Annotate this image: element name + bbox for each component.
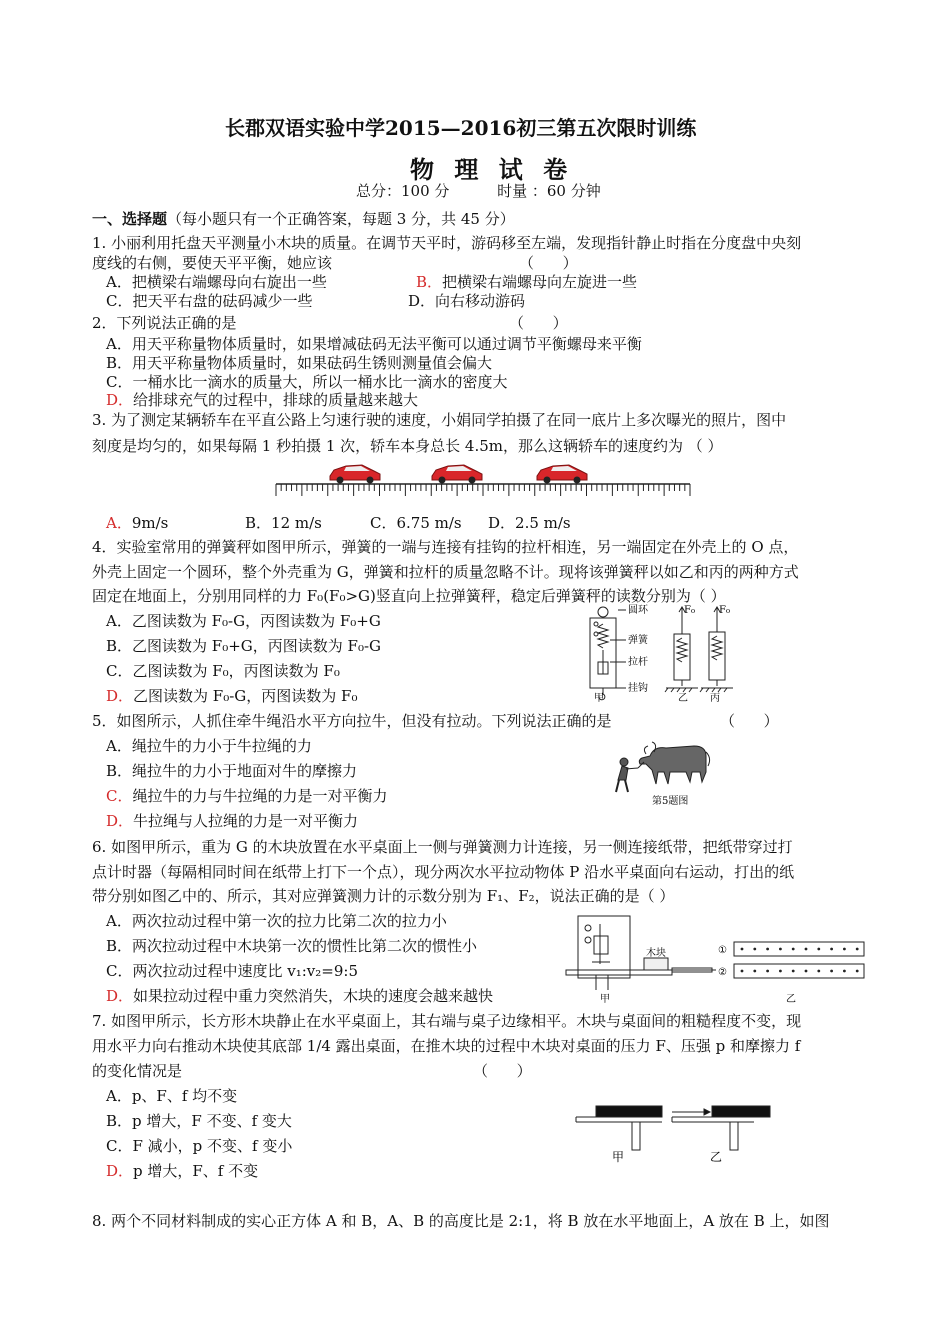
q4-option-d (106, 685, 357, 708)
q6-option-a: A．两次拉动过程中第一次的拉力比第二次的拉力小 (106, 912, 447, 930)
q5-paren: （ ） (720, 712, 779, 730)
q3-line1: 3. 为了测定某辆轿车在平直公路上匀速行驶的速度，小娟同学拍摄了在同一底片上多次曝光的照片，图中 (92, 411, 787, 429)
label-bing: 丙 (710, 693, 720, 704)
q7-option-b: B．p 增大，F 不变、f 变大 (106, 1112, 292, 1130)
q5-ox-figure (612, 738, 712, 810)
exam-meta: 总分：100 分 时量 ：60 分钟 (356, 182, 601, 200)
label-spring: 弹簧 (628, 635, 648, 646)
q2-option-a: A．用天平称量物体质量时，如果增减砝码无法平衡可以通过调节平衡螺母来平衡 (106, 335, 642, 353)
car-icon-2 (432, 465, 482, 484)
q2-option-c: C．一桶水比一滴水的质量大，所以一桶水比一滴水的密度大 (106, 373, 508, 391)
tape-dot-1 (830, 948, 833, 951)
q7-option-a: A．p、F、f 均不变 (106, 1087, 238, 1105)
q5-option-c-letter: C． (106, 787, 133, 805)
exam-title: 长郡双语实验中学2015—2016初三第五次限时训练 (225, 116, 697, 140)
tape-dot-2 (766, 970, 769, 973)
q3-option-a-letter: A． (106, 514, 132, 532)
q4-spring-scale-figure (580, 604, 750, 704)
q7-option-d-letter: D． (106, 1162, 134, 1180)
label-tape-1: ① (718, 945, 727, 956)
q2-option-d-text: 给排球充气的过程中，排球的质量越来越大 (133, 391, 419, 409)
label-jia-q7: 甲 (612, 1150, 625, 1164)
q6-line3: 带分别如图乙中的、所示，其对应弹簧测力计的示数分别为 F₁、F₂，说法正确的是（ ） (92, 887, 675, 905)
q1-line2: 度线的右侧，要使天平平衡，她应该 (92, 254, 333, 272)
ruler (276, 484, 690, 496)
person-icon (616, 758, 638, 792)
label-ring: 圆环 (628, 605, 648, 616)
tape-dot-2 (741, 970, 744, 973)
q6-timer-figure (566, 914, 876, 1006)
tape-dot-1 (753, 948, 756, 951)
label-hook: 挂钩 (628, 683, 648, 694)
q6-option-b: B．两次拉动过程中木块第一次的惯性比第二次的惯性小 (106, 937, 478, 955)
q1-option-b-letter: B． (416, 273, 443, 291)
tape-dot-1 (805, 948, 808, 951)
q3-option-a-text: 9m/s (131, 514, 169, 532)
tape-dot-2 (792, 970, 795, 973)
label-tape-2: ② (718, 967, 727, 978)
ox-icon (639, 742, 709, 784)
tape-dot-2 (856, 970, 859, 973)
q4-line2: 外壳上固定一个圆环，整个外壳重为 G，弹簧和拉杆的质量忽略不计。现将该弹簧秤以如乙和丙的两种方式 (92, 563, 799, 581)
q6-option-d-text: 如果拉动过程中重力突然消失，木块的速度会越来越快 (133, 987, 494, 1005)
q5-stem: 5．如图所示，人抓住牵牛绳沿水平方向拉牛，但没有拉动。下列说法正确的是 (92, 712, 612, 730)
q6-option-d-letter: D． (106, 987, 134, 1005)
tape-dot-1 (843, 948, 846, 951)
q6-option-c: C．两次拉动过程中速度比 v₁:v₂=9:5 (106, 962, 358, 980)
label-f0-bing: F₀ (719, 605, 730, 616)
label-f0-yi: F₀ (684, 605, 695, 616)
q5-option-d (106, 810, 358, 833)
label-jia: 甲 (594, 693, 604, 704)
tape-dot-1 (856, 948, 859, 951)
q4-line1: 4．实验室常用的弹簧秤如图甲所示，弹簧的一端与连接有挂钩的拉杆相连，另一端固定在外壳上的 O 点， (92, 538, 799, 556)
q5-option-c-text: 绳拉牛的力与牛拉绳的力是一对平衡力 (132, 787, 388, 805)
label-jia-q6: 甲 (600, 994, 610, 1005)
label-rod: 拉杆 (628, 657, 648, 668)
q4-option-d-text: 乙图读数为 F₀-G，丙图读数为 F₀ (133, 687, 358, 705)
q8-line1: 8. 两个不同材料制成的实心正方体 A 和 B，A、B 的高度比是 2:1，将 B 放在水平地面上，A 放在 B 上，如图 (92, 1212, 830, 1230)
q7-line3: 的变化情况是 (92, 1062, 183, 1080)
q3-option-c: C．6.75 m/s (370, 514, 462, 532)
q4-option-a: A．乙图读数为 F₀-G，丙图读数为 F₀+G (106, 612, 381, 630)
tape-dot-2 (843, 970, 846, 973)
tape-dot-1 (741, 948, 744, 951)
q3-line2: 刻度是均匀的，如果每隔 1 秒拍摄 1 次，轿车本身总长 4.5m，那么这辆轿车的速度约为 （ ） (92, 437, 723, 455)
tape-dot-2 (753, 970, 756, 973)
q7-line1: 7. 如图甲所示，长方形木块静止在水平桌面上，其右端与桌子边缘相平。木块与桌面间的粗糙程度不变，现 (92, 1012, 802, 1030)
q3-option-a (106, 512, 168, 535)
q4-option-b: B．乙图读数为 F₀+G，丙图读数为 F₀-G (106, 637, 382, 655)
label-yi-q7: 乙 (710, 1150, 723, 1164)
q3-option-b: B．12 m/s (245, 514, 322, 532)
q2-option-d-letter: D． (106, 391, 134, 409)
section-note: （每小题只有一个正确答案，每题 3 分，共 45 分） (167, 210, 515, 228)
exam-subtitle: 物 理 试 卷 (410, 155, 574, 184)
tape-dot-1 (792, 948, 795, 951)
tape-dot-2 (817, 970, 820, 973)
q4-line3: 固定在地面上，分别用同样的力 F₀(F₀>G)竖直向上拉弹簧秤，稳定后弹簧秤的读数分别为（ ） (92, 587, 726, 605)
car-icon-1 (330, 465, 380, 484)
q7-option-d-text: p 增大，F、f 不变 (133, 1162, 259, 1180)
label-yi: 乙 (678, 693, 688, 704)
q7-option-c: C．F 减小，p 不变、f 变小 (106, 1137, 293, 1155)
q6-line1: 6. 如图甲所示，重为 G 的木块放置在水平桌面上一侧与弹簧测力计连接，另一侧连接纸带，把纸带穿过打 (92, 838, 793, 856)
q1-line1: 1. 小丽利用托盘天平测量小木块的质量。在调节天平时，游码移至左端，发现指针静止时指在分度盘中央刻 (92, 234, 802, 252)
q2-stem: 2．下列说法正确的是 (92, 314, 237, 332)
q1-paren: （ ） (519, 254, 578, 272)
q5-option-d-letter: D． (106, 812, 134, 830)
car-icon-3 (537, 465, 587, 484)
tape-dot-1 (817, 948, 820, 951)
label-yi-q6: 乙 (786, 994, 796, 1005)
tape-dot-2 (830, 970, 833, 973)
q7-block-figure (576, 1100, 776, 1166)
tape-dot-2 (779, 970, 782, 973)
q5-option-c (106, 785, 388, 808)
section-title: 一、选择题 (92, 210, 168, 228)
q1-option-b-text: 把横梁右端螺母向左旋进一些 (442, 273, 638, 291)
q3-option-d: D．2.5 m/s (488, 514, 571, 532)
tape-dot-1 (766, 948, 769, 951)
q5-caption: 第5题图 (652, 796, 689, 807)
q6-option-d (106, 985, 493, 1008)
q2-option-b: B．用天平称量物体质量时，如果砝码生锈则测量值会偏大 (106, 354, 493, 372)
q5-option-a: A．绳拉牛的力小于牛拉绳的力 (106, 737, 312, 755)
q7-option-d (106, 1160, 258, 1183)
label-block: 木块 (646, 948, 666, 959)
q6-line2: 点计时器（每隔相同时间在纸带上打下一个点），现分两次水平拉动物体 P 沿水平桌面向右运动，打出的纸 (92, 863, 795, 881)
tape-dot-1 (779, 948, 782, 951)
q1-option-a: A．把横梁右端螺母向右旋出一些 (106, 273, 327, 291)
q1-option-d: D．向右移动游码 (408, 292, 526, 310)
q7-line2: 用水平力向右推动木块使其底部 1/4 露出桌面，在推木块的过程中木块对桌面的压力 F、压强 p 和摩擦力 f (92, 1037, 801, 1055)
q4-option-d-letter: D． (106, 687, 134, 705)
q7-paren: （ ） (473, 1062, 532, 1080)
q4-option-c: C．乙图读数为 F₀，丙图读数为 F₀ (106, 662, 340, 680)
q2-paren: （ ） (509, 314, 568, 332)
tape-dots (741, 948, 859, 973)
q5-option-b: B．绳拉牛的力小于地面对牛的摩擦力 (106, 762, 358, 780)
q5-option-d-text: 牛拉绳与人拉绳的力是一对平衡力 (133, 812, 359, 830)
tape-dot-2 (805, 970, 808, 973)
q1-option-c: C．把天平右盘的砝码减少一些 (106, 292, 313, 310)
